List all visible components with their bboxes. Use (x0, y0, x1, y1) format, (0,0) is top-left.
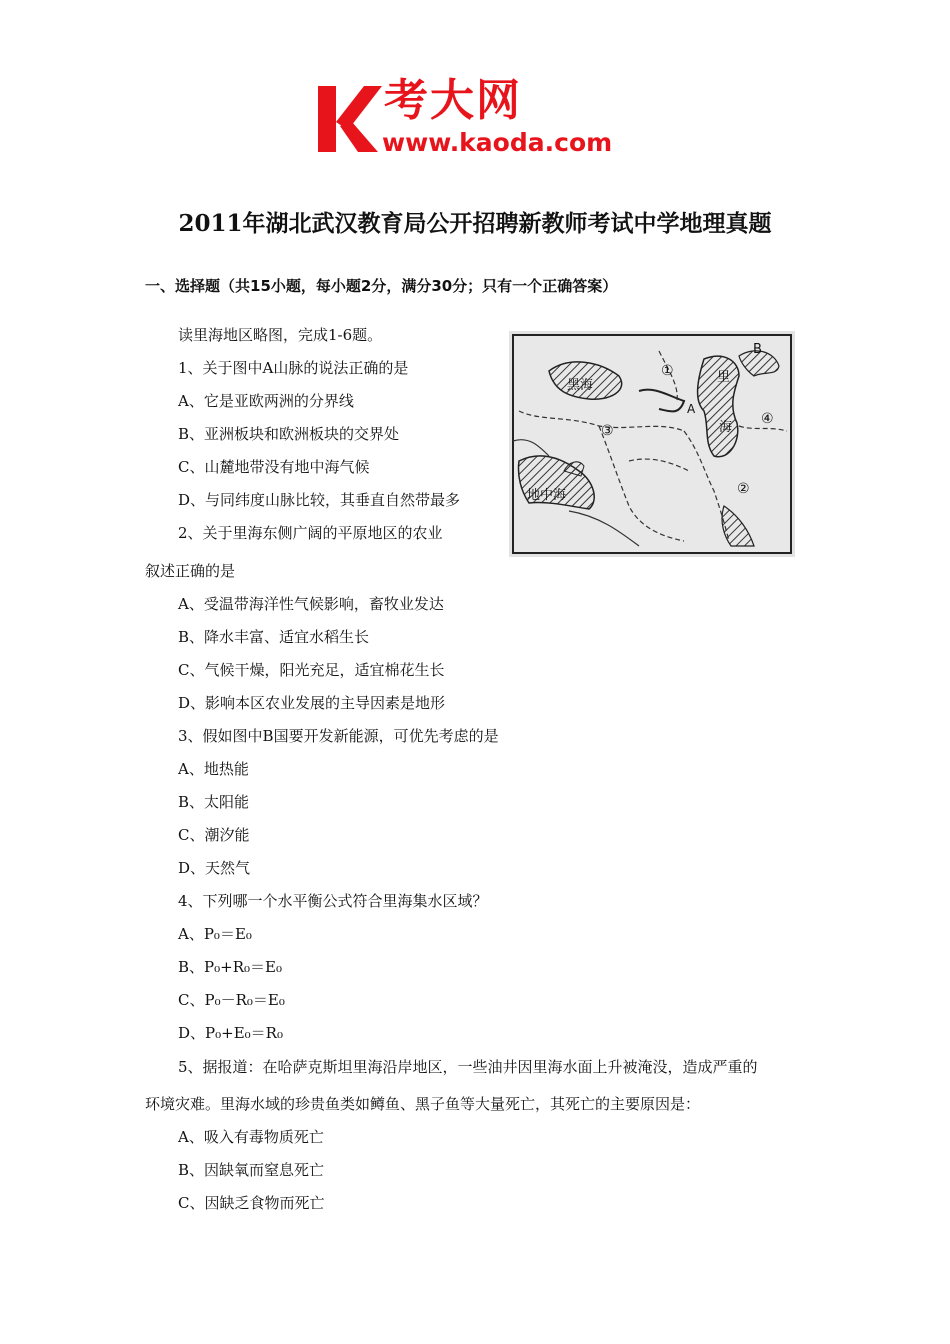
question-line: 叙述正确的是 (145, 562, 236, 580)
question-line: B、太阳能 (178, 793, 250, 811)
question-line: 环境灾难。里海水域的珍贵鱼类如鳟鱼、黑子鱼等大量死亡，其死亡的主要原因是： (145, 1095, 701, 1113)
question-line: D、影响本区农业发展的主导因素是地形 (178, 694, 446, 712)
map-label-circle-1: ① (661, 363, 674, 379)
question-line: C、山麓地带没有地中海气候 (178, 458, 370, 476)
map-label-mediterranean: 地中海 (527, 488, 567, 503)
logo-url: www.kaoda.com (382, 128, 613, 157)
question-line: C、潮汐能 (178, 826, 250, 844)
question-line: A、P₀＝E₀ (178, 925, 252, 943)
question-line: D、与同纬度山脉比较，其垂直自然带最多 (178, 491, 461, 509)
question-line: B、降水丰富、适宜水稻生长 (178, 628, 370, 646)
map-label-circle-3: ③ (601, 423, 614, 439)
logo-text-cn: 考大网 (384, 75, 522, 126)
question-line: B、亚洲板块和欧洲板块的交界处 (178, 425, 400, 443)
question-line: 2、关于里海东侧广阔的平原地区的农业 (178, 524, 443, 542)
k-logo-mark (318, 82, 382, 156)
question-line: 4、下列哪一个水平衡公式符合里海集水区域？ (178, 892, 488, 910)
question-line: B、因缺氧而窒息死亡 (178, 1161, 325, 1179)
map-label-circle-2: ② (737, 481, 750, 497)
question-line: 读里海地区略图，完成1-6题。 (178, 326, 383, 344)
question-line: D、P₀+E₀＝R₀ (178, 1024, 283, 1042)
kaoda-logo (318, 75, 638, 160)
map-label-circle-4: ④ (761, 411, 774, 427)
question-line: C、因缺乏食物而死亡 (178, 1194, 325, 1212)
document-title: 2011年湖北武汉教育局公开招聘新教师考试中学地理真题 (178, 210, 772, 237)
map-label-a: A (687, 402, 696, 416)
question-line: D、天然气 (178, 859, 251, 877)
question-line: 5、据报道：在哈萨克斯坦里海沿岸地区，一些油井因里海水面上升被淹没，造成严重的 (178, 1058, 758, 1076)
question-line: 3、假如图中B国要开发新能源，可优先考虑的是 (178, 727, 499, 745)
question-line: C、气候干燥，阳光充足，适宜棉花生长 (178, 661, 445, 679)
question-line: A、受温带海洋性气候影响，畜牧业发达 (178, 595, 444, 613)
question-line: 1、关于图中A山脉的说法正确的是 (178, 359, 409, 377)
question-line: A、地热能 (178, 760, 249, 778)
map-label-black-sea: 黑海 (567, 378, 594, 393)
map-label-caspian-1: 里 (717, 370, 731, 385)
caspian-region-map (509, 331, 795, 557)
question-line: C、P₀－R₀＝E₀ (178, 991, 285, 1009)
question-line: A、吸入有毒物质死亡 (178, 1128, 324, 1146)
section-heading: 一、选择题（共15小题，每小题2分，满分30分；只有一个正确答案） (145, 277, 618, 295)
question-line: B、P₀+R₀＝E₀ (178, 958, 282, 976)
map-label-b: B (753, 342, 762, 357)
question-line: A、它是亚欧两洲的分界线 (178, 392, 354, 410)
map-label-caspian-2: 海 (719, 420, 733, 435)
